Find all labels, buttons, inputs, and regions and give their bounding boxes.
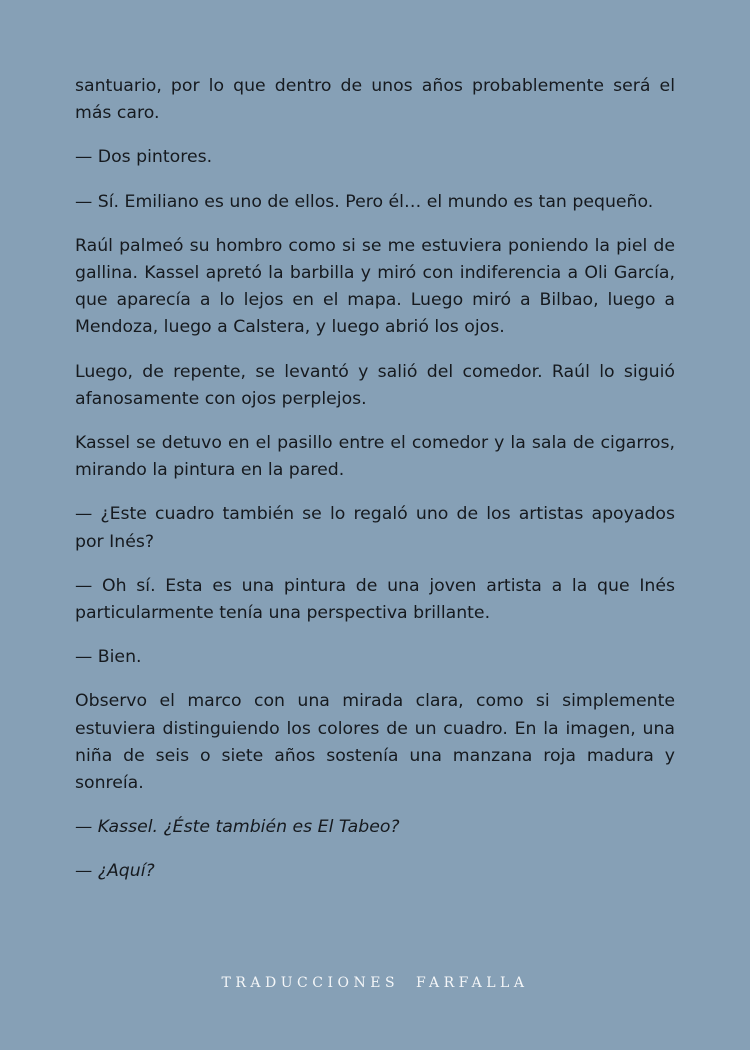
paragraph: — Sí. Emiliano es uno de ellos. Pero él… el mundo es tan pequeño. — [75, 191, 654, 212]
paragraph: Observo el marco con una mirada clara, como si simplemente estuviera distinguiendo los colores de un cuadro. En la imagen, una niña de seis o siete años sostenía una manzana roja madura y sonreía. — [75, 691, 675, 794]
paragraph: Raúl palmeó su hombro como si se me estuviera poniendo la piel de gallina. Kassel apretó la barbilla y miró con indiferencia a Oli García, que aparecía a lo lejos en el mapa. Luego miró a Bilbao, luego a Mendoza, luego a Calstera, y luego abrió los ojos. — [75, 235, 675, 338]
paragraph: — ¿Este cuadro también se lo regaló uno de los artistas apoyados por Inés? — [75, 504, 675, 552]
document-body — [75, 73, 675, 903]
paragraph: santuario, por lo que dentro de unos años probablemente será el más caro. — [75, 76, 675, 124]
paragraph: Kassel se detuvo en el pasillo entre el comedor y la sala de cigarros, mirando la pintura en la pared. — [75, 433, 675, 481]
footer-credit: TRADUCCIONES FARFALLA — [221, 975, 529, 991]
paragraph: Luego, de repente, se levantó y salió del comedor. Raúl lo siguió afanosamente con ojos perplejos. — [75, 361, 675, 409]
paragraph: — Oh sí. Esta es una pintura de una joven artista a la que Inés particularmente tenía una perspectiva brillante. — [75, 575, 675, 624]
paragraph-italic: — ¿Aquí? — [75, 861, 155, 882]
paragraph: — Bien. — [75, 647, 142, 668]
paragraph-italic: — Kassel. ¿Éste también es El Tabeo? — [75, 817, 400, 838]
paragraph: — Dos pintores. — [75, 147, 213, 168]
